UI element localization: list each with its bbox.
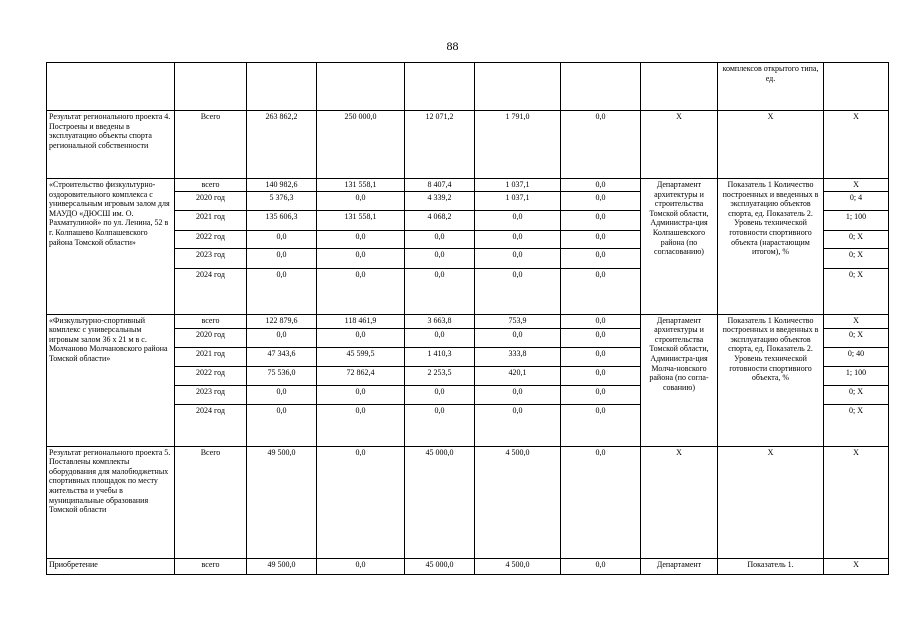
regional-cell: 4 068,2: [405, 210, 475, 230]
federal-cell: 0,0: [317, 248, 405, 268]
other-cell: 0,0: [561, 314, 641, 328]
object-2-executor: Департамент архитектуры и строительства Томской области, Администра-ция Молча-новского района (по согла-сованию): [641, 314, 718, 446]
value-cell: 1; 100: [824, 366, 889, 385]
page-number: 88: [446, 39, 459, 53]
value-cell: 0; X: [824, 268, 889, 314]
other-cell: 0,0: [561, 268, 641, 314]
object-1-name: «Строительство физкультурно-оздоровительного комплекса с универсальным игровым залом для МАУДО «ДЮСШ им. О. Рахматулиной» по ул. Ленина, 52 в г. Колпашево Колпашевского района Томской области»: [47, 179, 175, 315]
regional-cell: 0,0: [405, 385, 475, 404]
regional-cell: 45 000,0: [405, 446, 475, 558]
year-cell: 2020 год: [175, 328, 247, 347]
federal-cell: 118 461,9: [317, 314, 405, 328]
value-cell: 0; 4: [824, 191, 889, 210]
value-cell: 0; X: [824, 385, 889, 404]
other-cell: 0,0: [561, 191, 641, 210]
other-cell: 0,0: [561, 446, 641, 558]
year-cell: 2021 год: [175, 347, 247, 366]
regional-cell: 0,0: [405, 328, 475, 347]
other-cell: 0,0: [561, 179, 641, 192]
value-cell: X: [824, 314, 889, 328]
value-cell: 1; 100: [824, 210, 889, 230]
indicator-cell: X: [718, 446, 824, 558]
local-cell: 0,0: [475, 248, 561, 268]
total-cell: 0,0: [247, 248, 317, 268]
executor-cell: X: [641, 111, 718, 179]
federal-cell: 45 599,5: [317, 347, 405, 366]
regional-cell: 2 253,5: [405, 366, 475, 385]
regional-cell: 1 410,3: [405, 347, 475, 366]
indicator-cell: Показатель 1.: [718, 558, 824, 574]
local-cell: 0,0: [475, 328, 561, 347]
local-cell: 1 791,0: [475, 111, 561, 179]
other-cell: 0,0: [561, 385, 641, 404]
federal-cell: 0,0: [317, 558, 405, 574]
table-row: [47, 179, 889, 192]
federal-cell: 131 558,1: [317, 179, 405, 192]
item-name: Приобретение: [47, 558, 175, 574]
year-cell: 2021 год: [175, 210, 247, 230]
value-cell: X: [824, 179, 889, 192]
object-2-name: «Физкультурно-спортивный комплекс с универсальным игровым залом 36 x 21 м в с. Молчаново Молчановского района Томской области»: [47, 314, 175, 446]
other-cell: 0,0: [561, 404, 641, 446]
result-4-row: [47, 111, 889, 179]
federal-cell: 72 862,4: [317, 366, 405, 385]
local-cell: 753,9: [475, 314, 561, 328]
other-cell: 0,0: [561, 248, 641, 268]
local-cell: 0,0: [475, 385, 561, 404]
total-cell: 5 376,3: [247, 191, 317, 210]
total-cell: 0,0: [247, 385, 317, 404]
federal-cell: 0,0: [317, 404, 405, 446]
year-cell: 2024 год: [175, 404, 247, 446]
year-cell: 2020 год: [175, 191, 247, 210]
year-cell: 2024 год: [175, 268, 247, 314]
total-cell: 0,0: [247, 268, 317, 314]
local-cell: 0,0: [475, 268, 561, 314]
indicator-cell: X: [718, 111, 824, 179]
value-cell: X: [824, 111, 889, 179]
other-cell: 0,0: [561, 210, 641, 230]
regional-cell: 0,0: [405, 248, 475, 268]
federal-cell: 131 558,1: [317, 210, 405, 230]
object-1-executor: Департамент архитектуры и строительства Томской области, Администра-ция Колпашевского района (по согласованию): [641, 179, 718, 315]
result-5-name: Результат регионального проекта 5. Поставлены комплекты оборудования для малобюджетных спортивных площадок по месту жительства и учебы в муниципальные образования Томской области: [47, 446, 175, 558]
year-cell: 2022 год: [175, 366, 247, 385]
federal-cell: 250 000,0: [317, 111, 405, 179]
total-cell: 140 982,6: [247, 179, 317, 192]
federal-cell: 0,0: [317, 385, 405, 404]
total-cell: 47 343,6: [247, 347, 317, 366]
local-cell: 4 500,0: [475, 558, 561, 574]
table-row: [47, 314, 889, 328]
value-cell: 0; X: [824, 248, 889, 268]
object-1-indicator: Показатель 1 Количество построенных и введенных в эксплуатацию объектов спорта, ед. Показатель 2. Уровень технической готовности спортивного объекта (нарастающим итогом), %: [718, 179, 824, 315]
regional-cell: 12 071,2: [405, 111, 475, 179]
local-cell: 1 037,1: [475, 191, 561, 210]
local-cell: 333,8: [475, 347, 561, 366]
other-cell: 0,0: [561, 347, 641, 366]
value-cell: 0; X: [824, 404, 889, 446]
regional-cell: 8 407,4: [405, 179, 475, 192]
value-cell: 0; X: [824, 230, 889, 248]
year-cell: всего: [175, 179, 247, 192]
result-4-name: Результат регионального проекта 4. Построены и введены в эксплуатацию объекты спорта региональной собственности: [47, 111, 175, 179]
year-cell: 2023 год: [175, 248, 247, 268]
regional-cell: 0,0: [405, 230, 475, 248]
year-cell: всего: [175, 558, 247, 574]
year-cell: всего: [175, 314, 247, 328]
table-row: [47, 558, 889, 574]
year-cell: 2022 год: [175, 230, 247, 248]
other-cell: 0,0: [561, 366, 641, 385]
regional-cell: 0,0: [405, 404, 475, 446]
year-cell: 2023 год: [175, 385, 247, 404]
total-cell: 49 500,0: [247, 558, 317, 574]
total-cell: 49 500,0: [247, 446, 317, 558]
total-cell: 122 879,6: [247, 314, 317, 328]
total-cell: 0,0: [247, 328, 317, 347]
total-cell: 263 862,2: [247, 111, 317, 179]
year-cell: Всего: [175, 111, 247, 179]
value-cell: 0; 40: [824, 347, 889, 366]
object-2-indicator: Показатель 1 Количество построенных и введенных в эксплуатацию объектов спорта, ед. Показатель 2. Уровень технической готовности спортивного объекта, %: [718, 314, 824, 446]
local-cell: 0,0: [475, 404, 561, 446]
total-cell: 75 536,0: [247, 366, 317, 385]
value-cell: X: [824, 446, 889, 558]
regional-cell: 45 000,0: [405, 558, 475, 574]
federal-cell: 0,0: [317, 446, 405, 558]
other-cell: 0,0: [561, 328, 641, 347]
budget-table: [46, 62, 889, 575]
indicator-cell: комплексов открытого типа, ед.: [718, 63, 824, 111]
regional-cell: 3 663,8: [405, 314, 475, 328]
year-cell: Всего: [175, 446, 247, 558]
regional-cell: 0,0: [405, 268, 475, 314]
total-cell: 0,0: [247, 230, 317, 248]
local-cell: 420,1: [475, 366, 561, 385]
local-cell: 0,0: [475, 230, 561, 248]
continuation-row: [47, 63, 889, 111]
result-5-row: [47, 446, 889, 558]
local-cell: 1 037,1: [475, 179, 561, 192]
federal-cell: 0,0: [317, 191, 405, 210]
executor-cell: Департамент: [641, 558, 718, 574]
federal-cell: 0,0: [317, 328, 405, 347]
federal-cell: 0,0: [317, 230, 405, 248]
total-cell: 135 606,3: [247, 210, 317, 230]
executor-cell: X: [641, 446, 718, 558]
value-cell: X: [824, 558, 889, 574]
value-cell: 0; X: [824, 328, 889, 347]
other-cell: 0,0: [561, 558, 641, 574]
other-cell: 0,0: [561, 230, 641, 248]
other-cell: 0,0: [561, 111, 641, 179]
local-cell: 4 500,0: [475, 446, 561, 558]
federal-cell: 0,0: [317, 268, 405, 314]
regional-cell: 4 339,2: [405, 191, 475, 210]
local-cell: 0,0: [475, 210, 561, 230]
total-cell: 0,0: [247, 404, 317, 446]
